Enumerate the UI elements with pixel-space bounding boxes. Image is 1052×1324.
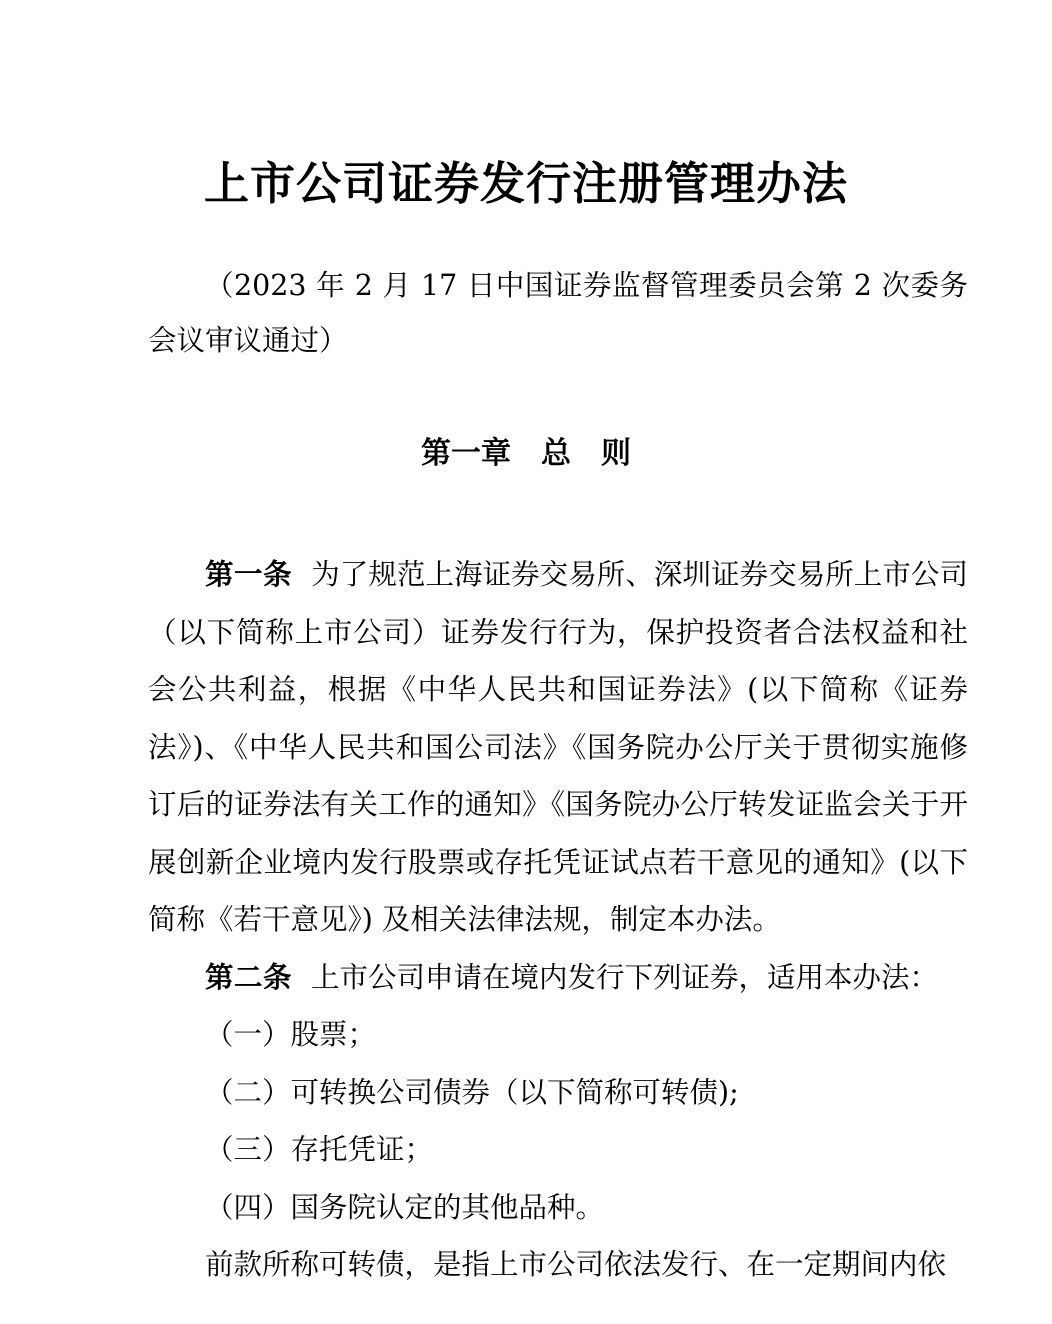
chapter-heading: 第一章 总 则 xyxy=(421,436,631,471)
article-paragraph xyxy=(148,949,968,1007)
article-number: 第二条 xyxy=(205,960,293,994)
list-item: （四）国务院认定的其他品种。 xyxy=(205,1190,605,1224)
article-text: 上市公司申请在境内发行下列证券，适用本办法： xyxy=(311,960,939,994)
trailing-paragraph: 前款所称可转债，是指上市公司依法发行、在一定期间内依 xyxy=(205,1248,947,1281)
list-item: （二）可转换公司债券（以下简称可转债); xyxy=(205,1075,739,1109)
promulgation-note: （2023 年 2 月 17 日中国证券监督管理委员会第 2 次委务会议审议通过） xyxy=(148,269,968,357)
list-item: （一）股票； xyxy=(205,1018,377,1051)
page-title: 上市公司证券发行注册管理办法 xyxy=(203,157,848,211)
article-paragraph xyxy=(148,546,968,949)
list-item: （三）存托凭证； xyxy=(205,1133,434,1166)
article-text: 为了规范上海证券交易所、深圳证券交易所上市公司（以下简称上市公司）证券发行行为，保护投资者合法权益和社会公共利益，根据《中华人民共和国证券法》(以下简称《证券法》)、《中华人民共和国公司法》《国务院办公厅关于贯彻实施修订后的证券法有关工作的通知》《国务院办公厅转发证监会关于开展创新企业境内发行股票或存托凭证试点若干意见的通知》(以下简称《若干意见》) 及相关法律法规，制定本办法。 xyxy=(148,558,968,936)
article-number: 第一条 xyxy=(205,558,293,591)
document-body xyxy=(148,546,968,1294)
